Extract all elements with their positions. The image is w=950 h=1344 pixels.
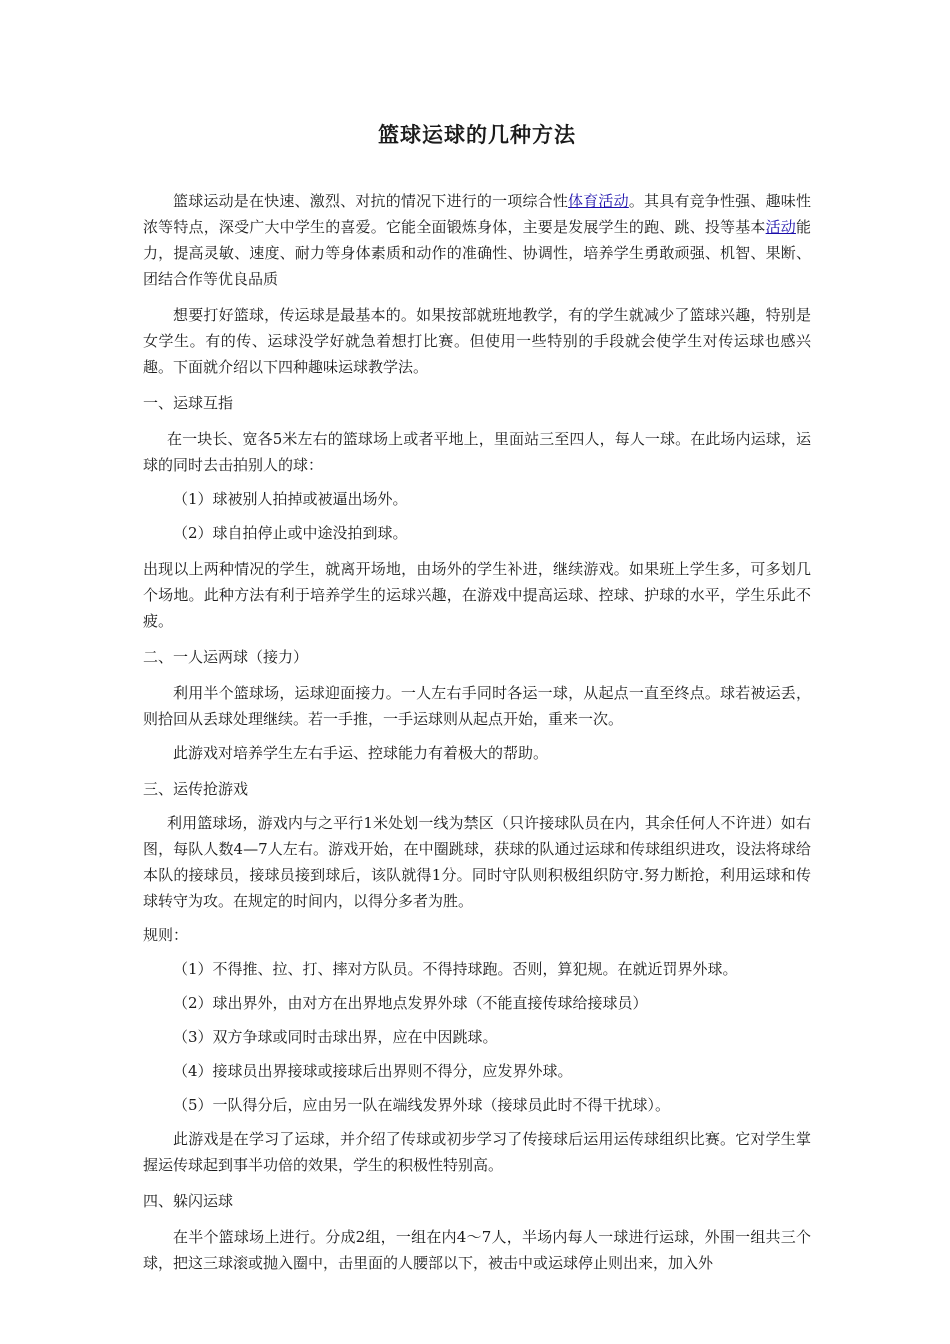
rules-heading: 规则： xyxy=(143,926,189,944)
section-2-paragraph-2: 此游戏对培养学生左右手运、控球能力有着极大的帮助。 xyxy=(173,744,549,762)
section-3-paragraph-2: 此游戏是在学习了运球，并介绍了传球或初步学习了传接球后运用运传球组织比赛。它对学生掌握运传球起到事半功倍的效果，学生的积极性特别高。 xyxy=(143,1130,811,1174)
section-2-paragraph-1: 利用半个篮球场，运球迎面接力。一人左右手同时各运一球，从起点一直至终点。球若被运丢，则拾回从丢球处理继续。若一手推，一手运球则从起点开始，重来一次。 xyxy=(143,684,811,728)
intro-text-1: 篮球运动是在快速、激烈、对抗的情况下进行的一项综合性 xyxy=(173,192,569,210)
intro-paragraph-2: 想要打好篮球，传运球是最基本的。如果按部就班地教学，有的学生就减少了篮球兴趣，特别是女学生。有的传、运球没学好就急着想打比赛。但使用一些特别的手段就会使学生对传运球也感兴趣。下面就介绍以下四种趣味运球教学法。 xyxy=(143,306,811,376)
document-title: 篮球运球的几种方法 xyxy=(378,122,576,147)
section-1-item-2: （2）球自拍停止或中途没拍到球。 xyxy=(173,524,408,542)
section-3-heading: 三、运传抢游戏 xyxy=(143,780,249,798)
rule-item-1: （1）不得推、拉、打、摔对方队员。不得持球跑。否则，算犯规。在就近罚界外球。 xyxy=(173,960,738,978)
rule-item-2: （2）球出界外，由对方在出界地点发界外球（不能直接传球给接球员） xyxy=(173,994,648,1012)
intro-text-3: 能力，提高灵敏、速度、耐力等身体素质和动作的准确性、协调性，培养学生勇敢顽强、机智、果断、团结合作等优良品质 xyxy=(143,218,811,288)
section-4-heading: 四、躲闪运球 xyxy=(143,1192,234,1210)
link-activity[interactable]: 活动 xyxy=(765,218,796,236)
rule-item-4: （4）接球员出界接球或接球后出界则不得分，应发界外球。 xyxy=(173,1062,573,1080)
link-sports-activity[interactable]: 体育活动 xyxy=(568,192,629,210)
document-page xyxy=(143,120,811,1276)
section-2-heading: 二、一人运两球（接力） xyxy=(143,648,309,666)
section-1-paragraph-2: 出现以上两种情况的学生，就离开场地，由场外的学生补进，继续游戏。如果班上学生多，可多划几个场地。此种方法有利于培养学生的运球兴趣，在游戏中提高运球、控球、护球的水平，学生乐此不疲。 xyxy=(143,560,811,630)
section-3-paragraph-1: 利用篮球场，游戏内与之平行1米处划一线为禁区（只许接球队员在内，其余任何人不许进）如右图，每队人数4—7人左右。游戏开始，在中圈跳球，获球的队通过运球和传球组织进攻，设法将球给本队的接球员，接球员接到球后，该队就得1分。同时守队则积极组织防守.努力断抢，利用运球和传球转守为攻。在规定的时间内，以得分多者为胜。 xyxy=(143,814,811,910)
intro-text-2: 。其具有竞争性强、趣味性浓等特点，深受广大中学生的喜爱。它能全面锻炼身体，主要是发展学生的跑、跳、投等基本 xyxy=(143,192,811,236)
section-1-heading: 一、运球互指 xyxy=(143,394,234,412)
section-1-item-1: （1）球被别人拍掉或被逼出场外。 xyxy=(173,490,408,508)
section-1-paragraph-1: 在一块长、宽各5米左右的篮球场上或者平地上，里面站三至四人，每人一球。在此场内运球，运球的同时去击拍别人的球： xyxy=(143,430,811,474)
section-4-paragraph-1: 在半个篮球场上进行。分成2组，一组在内4～7人，半场内每人一球进行运球，外围一组共三个球，把这三球滚或抛入圈中，击里面的人腰部以下，被击中或运球停止则出来，加入外 xyxy=(143,1228,811,1272)
intro-paragraph-1 xyxy=(143,188,811,292)
rule-item-3: （3）双方争球或同时击球出界，应在中因跳球。 xyxy=(173,1028,498,1046)
rule-item-5: （5）一队得分后，应由另一队在端线发界外球（接球员此时不得干扰球）。 xyxy=(173,1096,671,1114)
